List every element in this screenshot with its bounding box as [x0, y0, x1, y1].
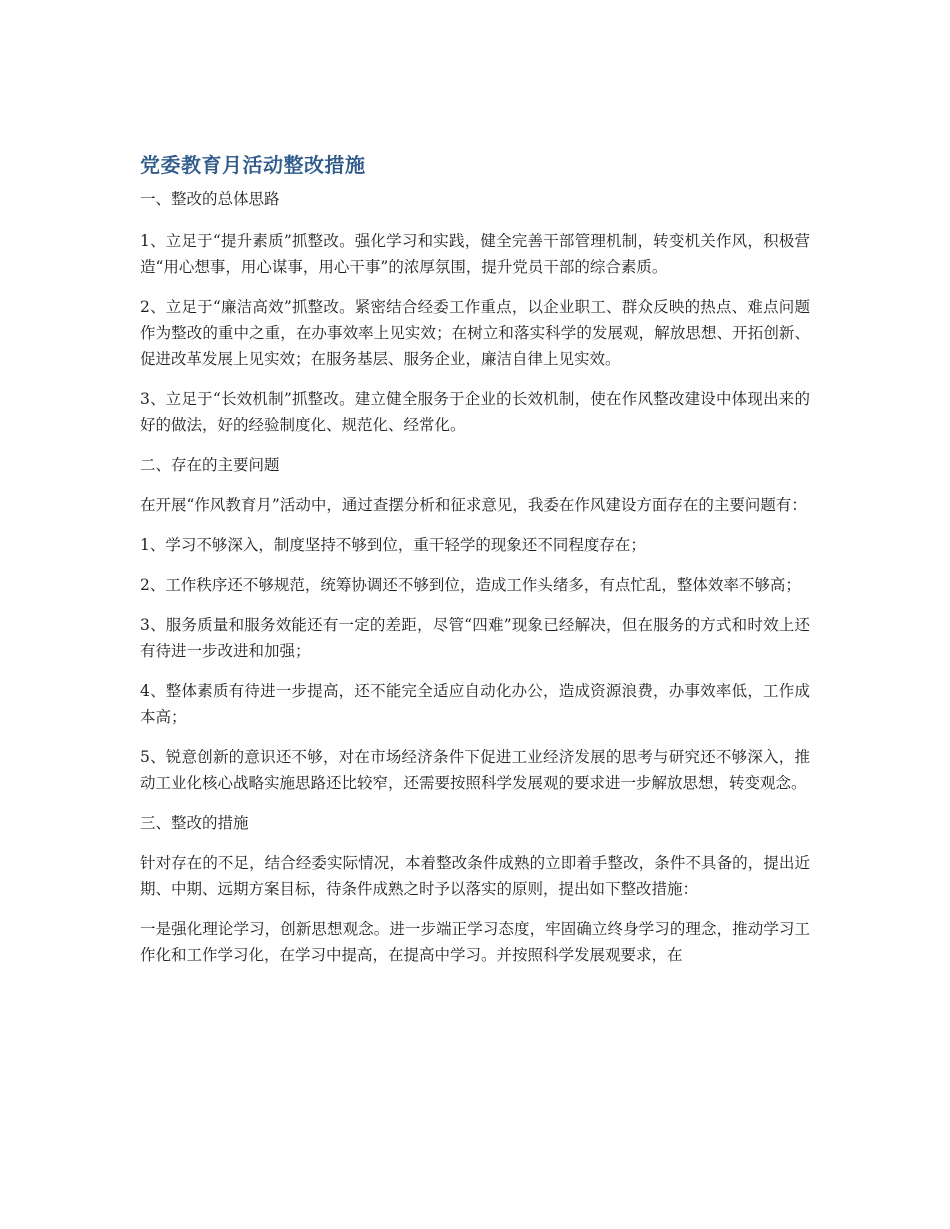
paragraph-9: 5、锐意创新的意识还不够，对在市场经济条件下促进工业经济发展的思考与研究还不够深入，推动工业化核心战略实施思路还比较窄，还需要按照科学发展观的要求进一步解放思想，转变观念。	[140, 748, 810, 792]
section-heading-1: 一、整改的总体思路	[140, 190, 280, 208]
document-title: 党委教育月活动整改措施	[140, 153, 366, 177]
paragraph-10: 针对存在的不足，结合经委实际情况，本着整改条件成熟的立即着手整改，条件不具备的，提出近期、中期、远期方案目标，待条件成熟之时予以落实的原则，提出如下整改措施：	[140, 854, 810, 898]
paragraph-1: 1、立足于“提升素质”抓整改。强化学习和实践，健全完善干部管理机制，转变机关作风，积极营造“用心想事，用心谋事，用心干事”的浓厚氛围，提升党员干部的综合素质。	[140, 232, 810, 276]
paragraph-2: 2、立足于“廉洁高效”抓整改。紧密结合经委工作重点，以企业职工、群众反映的热点、难点问题作为整改的重中之重，在办事效率上见实效；在树立和落实科学的发展观，解放思想、开拓创新、促进改革发展上见实效；在服务基层、服务企业，廉洁自律上见实效。	[140, 298, 810, 368]
section-heading-3: 三、整改的措施	[140, 814, 249, 832]
paragraph-5: 1、学习不够深入，制度坚持不够到位，重干轻学的现象还不同程度存在；	[140, 536, 646, 554]
paragraph-8: 4、整体素质有待进一步提高，还不能完全适应自动化办公，造成资源浪费，办事效率低，工作成本高；	[140, 682, 810, 726]
section-heading-2: 二、存在的主要问题	[140, 456, 280, 474]
paragraph-6: 2、工作秩序还不够规范，统筹协调还不够到位，造成工作头绪多，有点忙乱，整体效率不够高；	[140, 576, 801, 594]
document-page	[140, 150, 810, 982]
paragraph-4: 在开展“作风教育月”活动中，通过查摆分析和征求意见，我委在作风建设方面存在的主要问题有：	[140, 496, 807, 514]
paragraph-3: 3、立足于“长效机制”抓整改。建立健全服务于企业的长效机制，使在作风整改建设中体现出来的好的做法，好的经验制度化、规范化、经常化。	[140, 390, 810, 434]
paragraph-7: 3、服务质量和服务效能还有一定的差距，尽管“四难”现象已经解决，但在服务的方式和时效上还有待进一步改进和加强；	[140, 616, 810, 660]
paragraph-11: 一是强化理论学习，创新思想观念。进一步端正学习态度，牢固确立终身学习的理念，推动学习工作化和工作学习化，在学习中提高，在提高中学习。并按照科学发展观要求，在	[140, 920, 810, 964]
